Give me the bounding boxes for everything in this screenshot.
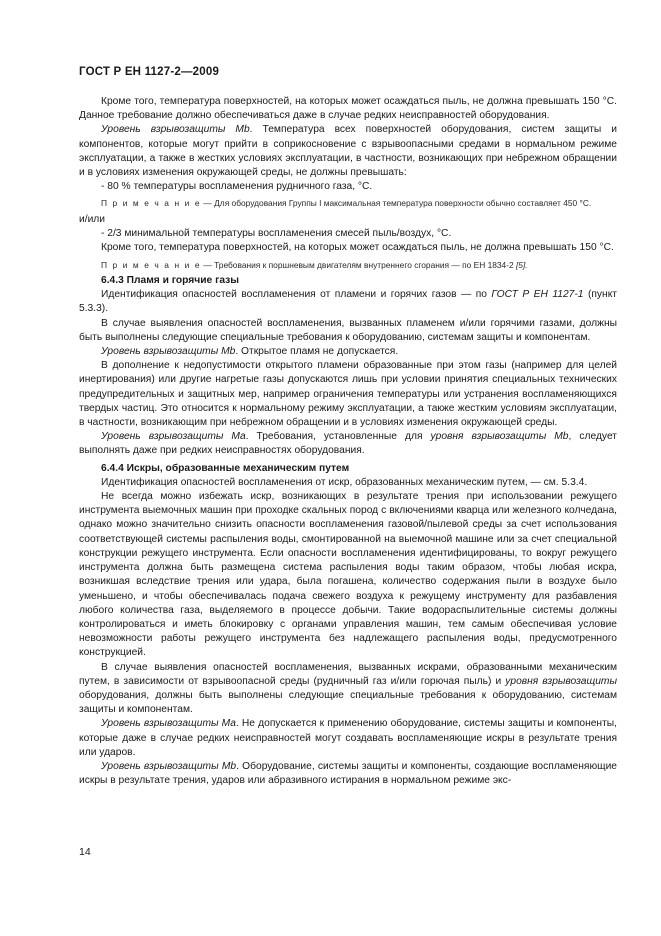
page-number: 14: [79, 846, 91, 858]
protection-level-label: Уровень взрывозащиты Ma: [101, 431, 246, 443]
document-body: [79, 95, 617, 788]
section-heading: 6.4.3 Пламя и горячие газы: [101, 275, 240, 287]
note: [79, 260, 617, 272]
note-label: П р и м е ч а н и е: [101, 259, 202, 270]
standard-reference: ГОСТ Р ЕН 1127-1: [491, 289, 584, 301]
paragraph-text: В случае выявления опасностей воспламенения, вызванных искрами, образованными механическим путем, в зависимости от взрывоопасной среды (рудничный газ и/или горючая пыль) и: [79, 661, 617, 687]
list-item: - 2/3 минимальной температуры воспламенения смесей пыль/воздух, °С.: [101, 228, 452, 240]
paragraph: В дополнение к недопустимости открытого пламени образованные при этом газы (например для целей инертирования) или другие нагретые газы допускаются лишь при условии принятия специальных технических предупредительных и защитных мер, например ограничения температуры или устранения воспламеняющихся твердых частиц. Это относится к нормальному режиму эксплуатации, а также жестким условиям эксплуатации, в частности, возникающим при небрежном обращении и в условиях изменения окружающей среды.: [79, 360, 617, 429]
paragraph-text: (пункт 5.3.3).: [79, 289, 617, 315]
paragraph-text: . Открытое пламя не допускается.: [235, 346, 399, 358]
paragraph-text: . Оборудование, системы защиты и компоненты, создающие воспламеняющие искры в результате трения, ударов или абразивного истирания в нормальном режиме экс-: [79, 760, 618, 787]
paragraph: Кроме того, температура поверхностей, на которых может осаждаться пыль, не должна превышать 150 °С. Данное требование должно обеспечиваться даже в случае редких неисправностей оборудования.: [79, 96, 617, 122]
paragraph-text: , следует выполнять даже при редких неисправностях оборудования.: [79, 431, 617, 457]
conjunction-line: и/или: [79, 213, 106, 225]
paragraph: Идентификация опасностей воспламенения от искр, образованных механическим путем, — см. 5.3.4.: [101, 476, 588, 488]
paragraph: [79, 661, 617, 718]
note: [79, 198, 617, 210]
paragraph-text: . Температура всех поверхностей оборудования, систем защиты и компонентов, которые могут прийти в соприкосновение с взрывоопасными средами в нормальном режиме эксплуатации, а также в жестких условиях эксплуатации, в частности, возникающих при небрежном обращении и в условиях изменения окружающей среды, не должны превышать:: [79, 124, 617, 179]
protection-level-label: Уровень взрывозащиты Ma: [101, 718, 236, 730]
section-heading: 6.4.4 Искры, образованные механическим путем: [101, 462, 350, 474]
paragraph-text: Идентификация опасностей воспламенения от пламени и горячих газов — по: [101, 289, 492, 301]
paragraph-text: . Требования, установленные для: [245, 431, 431, 443]
note-text: — Требования к поршневым двигателям внутреннего сгорания — по ЕН 1834-2: [201, 259, 516, 270]
paragraph: [79, 717, 617, 760]
bibliography-reference: [5].: [515, 259, 528, 270]
paragraph: Не всегда можно избежать искр, возникающих в результате трения при использовании режущего инструмента выемочных машин при проходке скальных пород с включениями кварца или железного колчедана, однако можно значительно снизить опасности воспламенения газовой/пылевой среды за счет использования соответствующей системы распыления воды, смонтированной на выемочной машине или за счет специальной конструкции режущего инструмента. Если опасности воспламенения идентифицированы, то вокруг режущего инструмента должна быть размещена система распыления воды таким образом, чтобы любая искра, возникшая вследствие трения или удара, была погашена, количество содержания пыли в воздухе было уменьшено, и чтобы обеспечивалась подача свежего воздуха к режущему инструменту для разбавления любого количества газа, выделяемого в процессе добычи. Такие водораспылительные системы должны контролироваться и иметь блокировку с органами управления машин, тем самым обеспечивая условие невозможности работы режущего инструмента без надлежащего распыления воды, предусмотренного конструкцией.: [79, 491, 617, 659]
protection-level-label: Уровень взрывозащиты Mb: [101, 760, 237, 772]
paragraph: Кроме того, температура поверхностей, на которых может осаждаться пыль, не должна превышать 150 °С.: [101, 242, 614, 254]
note-label: П р и м е ч а н и е: [101, 198, 202, 209]
paragraph: [79, 345, 617, 359]
paragraph: [79, 760, 617, 788]
protection-level-reference: уровня взрывозащиты Mb: [430, 431, 569, 443]
list-item: - 80 % температуры воспламенения рудничного газа, °С.: [101, 181, 373, 193]
paragraph-text: оборудования, должны быть выполнены следующие специальные требования к оборудованию, системам защиты и компонентам.: [79, 689, 617, 716]
note-text: — Для оборудования Группы I максимальная температура поверхности обычно составляет 450 °С.: [201, 198, 592, 209]
protection-level-reference: уровня взрывозащиты: [505, 675, 618, 687]
paragraph: [79, 123, 617, 180]
paragraph: В случае выявления опасностей воспламенения, вызванных пламенем и/или горячими газами, должны быть выполнены следующие специальные требования к оборудованию, системам защиты и компонентам.: [79, 317, 617, 343]
paragraph: [79, 288, 617, 316]
paragraph-text: . Не допускается к применению оборудование, системы защиты и компоненты, которые даже в случае редких неисправностей могут создавать воспламеняющие искры в результате трения или ударов.: [79, 718, 618, 758]
paragraph: [79, 430, 617, 458]
document-code-header: ГОСТ Р ЕН 1127-2—2009: [79, 66, 220, 78]
protection-level-label: Уровень взрывозащиты Mb: [101, 124, 250, 136]
protection-level-label: Уровень взрывозащиты Mb: [101, 346, 236, 358]
